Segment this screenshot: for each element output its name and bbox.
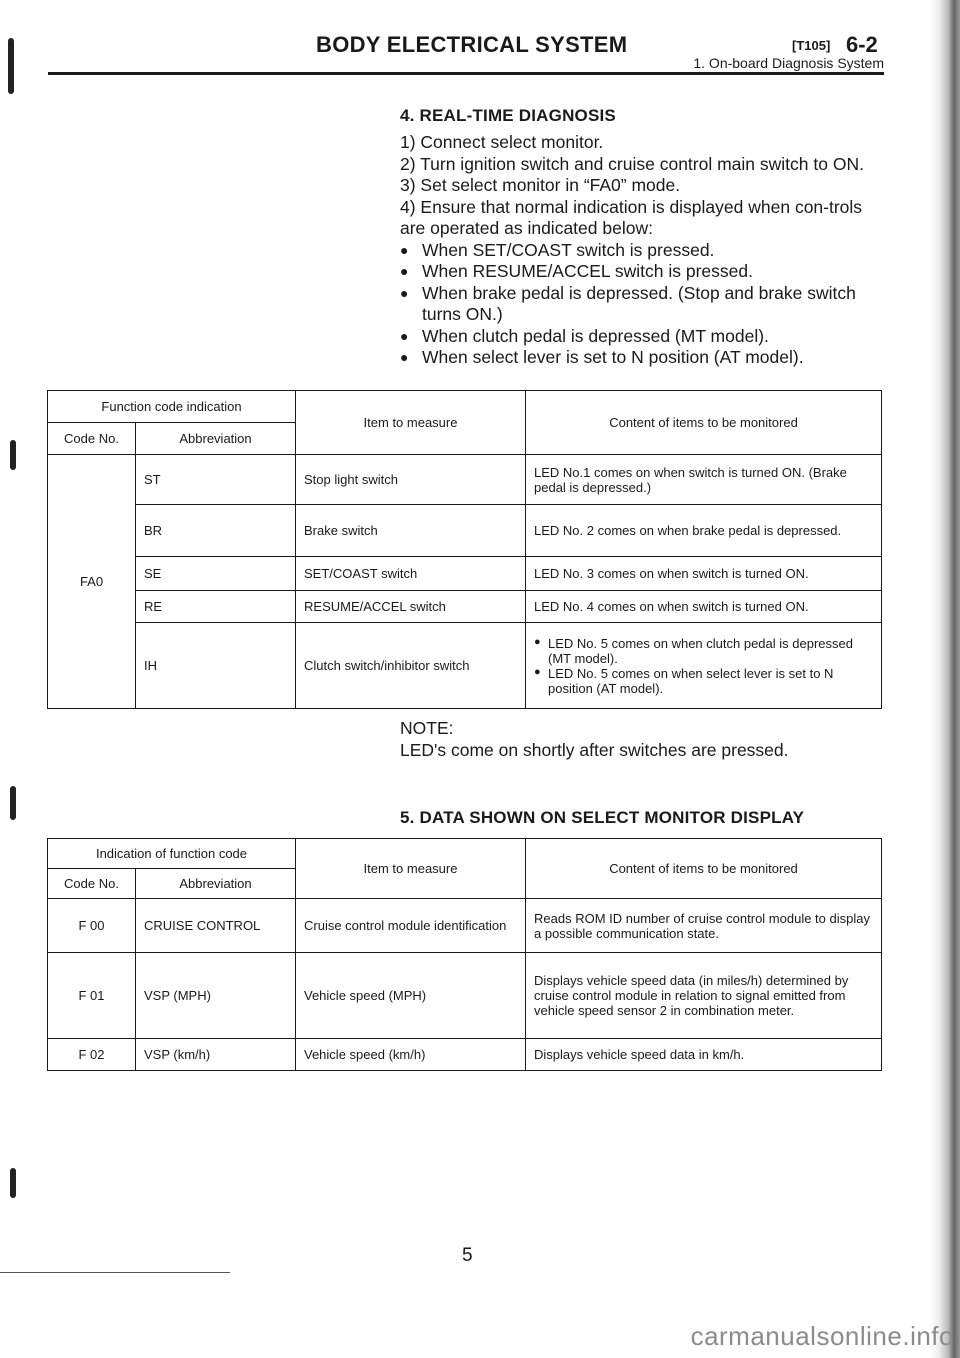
note-block <box>400 718 789 761</box>
bullet-dot-icon: ● <box>400 263 409 279</box>
binding-mark <box>10 786 16 820</box>
table-cell-code: F 00 <box>48 899 136 953</box>
table-row <box>48 623 882 709</box>
table-cell-content: LED No. 2 comes on when brake pedal is depressed. <box>526 505 882 557</box>
table-col-header-abbr: Abbreviation <box>136 423 296 455</box>
table-cell-item: Cruise control module identification <box>296 899 526 953</box>
table-cell-item: Vehicle speed (km/h) <box>296 1039 526 1071</box>
table-col-header-item: Item to measure <box>296 839 526 899</box>
condition-bullet: ● When select lever is set to N position (AT model). <box>400 347 804 367</box>
table-cell-abbr: ST <box>136 455 296 505</box>
table-cell-content <box>526 623 882 709</box>
table-row <box>48 1039 882 1071</box>
bullet-dot-icon: ● <box>400 241 409 258</box>
procedure-step: 4) Ensure that normal indication is displayed when con-trols are operated as indicated below: <box>400 196 863 238</box>
page-header-subtitle: 1. On-board Diagnosis System <box>693 55 884 71</box>
table-cell-item: Brake switch <box>296 505 526 557</box>
table-cell-code: F 02 <box>48 1039 136 1071</box>
content-bullet: ● LED No. 5 comes on when clutch pedal is depressed (MT model). <box>534 635 853 666</box>
watermark-text: carmanualsonline.info <box>690 1321 954 1351</box>
procedure-step: 3) Set select monitor in “FA0” mode. <box>400 175 681 195</box>
table-group-header: Function code indication <box>48 391 296 423</box>
scan-edge-strip <box>930 0 960 1358</box>
table-cell-abbr: CRUISE CONTROL <box>136 899 296 953</box>
bullet-dot-icon: ● <box>400 327 409 344</box>
table-cell-item: SET/COAST switch <box>296 557 526 591</box>
procedure-step: 1) Connect select monitor. <box>400 132 604 152</box>
table-cell-abbr: BR <box>136 505 296 557</box>
table-cell-abbr: SE <box>136 557 296 591</box>
table-row <box>48 953 882 1039</box>
monitor-data-table <box>47 838 882 1071</box>
table-col-header-content: Content of items to be monitored <box>526 839 882 899</box>
content-bullet: ● LED No. 5 comes on when select lever is set to N position (AT model). <box>534 665 834 696</box>
section-heading-monitor: 5. DATA SHOWN ON SELECT MONITOR DISPLAY <box>400 808 805 827</box>
binding-mark <box>10 440 16 470</box>
margin-line <box>0 1272 230 1273</box>
table-cell-item: RESUME/ACCEL switch <box>296 591 526 623</box>
bullet-dot-icon: ● <box>534 665 541 678</box>
bullet-dot-icon: ● <box>400 349 409 365</box>
table-row <box>48 899 882 953</box>
table-group-header: Indication of function code <box>48 839 296 869</box>
procedure-steps <box>400 132 884 369</box>
condition-bullet: ● When RESUME/ACCEL switch is pressed. <box>400 261 753 281</box>
table-cell-content: Displays vehicle speed data in km/h. <box>526 1039 882 1071</box>
table-col-header-item: Item to measure <box>296 391 526 455</box>
table-row <box>48 557 882 591</box>
table-cell-content: Displays vehicle speed data (in miles/h) determined by cruise control module in relation to signal emitted from vehicle speed sensor 2 in combination meter. <box>526 953 882 1039</box>
table-cell-item: Clutch switch/inhibitor switch <box>296 623 526 709</box>
table-cell-abbr: VSP (km/h) <box>136 1039 296 1071</box>
header-rule <box>48 72 884 75</box>
bullet-dot-icon: ● <box>400 284 409 301</box>
function-code-table <box>47 390 882 709</box>
note-label: NOTE: <box>400 718 454 738</box>
table-cell-content: LED No. 3 comes on when switch is turned ON. <box>526 557 882 591</box>
table-cell-abbr: IH <box>136 623 296 709</box>
binding-mark <box>10 1168 16 1198</box>
bullet-dot-icon: ● <box>534 635 541 648</box>
note-text: LED's come on shortly after switches are pressed. <box>400 739 789 760</box>
page-header-title: BODY ELECTRICAL SYSTEM <box>316 32 628 57</box>
table-col-header-code: Code No. <box>48 423 136 455</box>
page-header-section: 6-2 <box>846 32 878 57</box>
table-cell-code: F 01 <box>48 953 136 1039</box>
table-cell-content: LED No. 4 comes on when switch is turned ON. <box>526 591 882 623</box>
table-cell-item: Stop light switch <box>296 455 526 505</box>
table-col-header-code: Code No. <box>48 869 136 899</box>
table-cell-code: FA0 <box>48 455 136 709</box>
condition-bullet: ● When clutch pedal is depressed (MT model). <box>400 325 769 346</box>
condition-bullet: ● When brake pedal is depressed. (Stop and brake switch turns ON.) <box>400 282 856 324</box>
page-number: 5 <box>462 1245 473 1266</box>
condition-bullet: ● When SET/COAST switch is pressed. <box>400 239 715 260</box>
table-row <box>48 505 882 557</box>
procedure-step: 2) Turn ignition switch and cruise control main switch to ON. <box>400 153 864 174</box>
binding-mark <box>8 38 14 94</box>
table-cell-item: Vehicle speed (MPH) <box>296 953 526 1039</box>
page-header-code: [T105] <box>792 38 831 53</box>
table-cell-abbr: VSP (MPH) <box>136 953 296 1039</box>
table-row <box>48 591 882 623</box>
table-cell-content: LED No.1 comes on when switch is turned ON. (Brake pedal is depressed.) <box>526 455 882 505</box>
content-bullet-list <box>534 636 873 696</box>
section-heading-real-time: 4. REAL-TIME DIAGNOSIS <box>400 106 616 125</box>
table-row <box>48 455 882 505</box>
table-cell-abbr: RE <box>136 591 296 623</box>
table-col-header-content: Content of items to be monitored <box>526 391 882 455</box>
table-cell-content: Reads ROM ID number of cruise control module to display a possible communication state. <box>526 899 882 953</box>
table-col-header-abbr: Abbreviation <box>136 869 296 899</box>
